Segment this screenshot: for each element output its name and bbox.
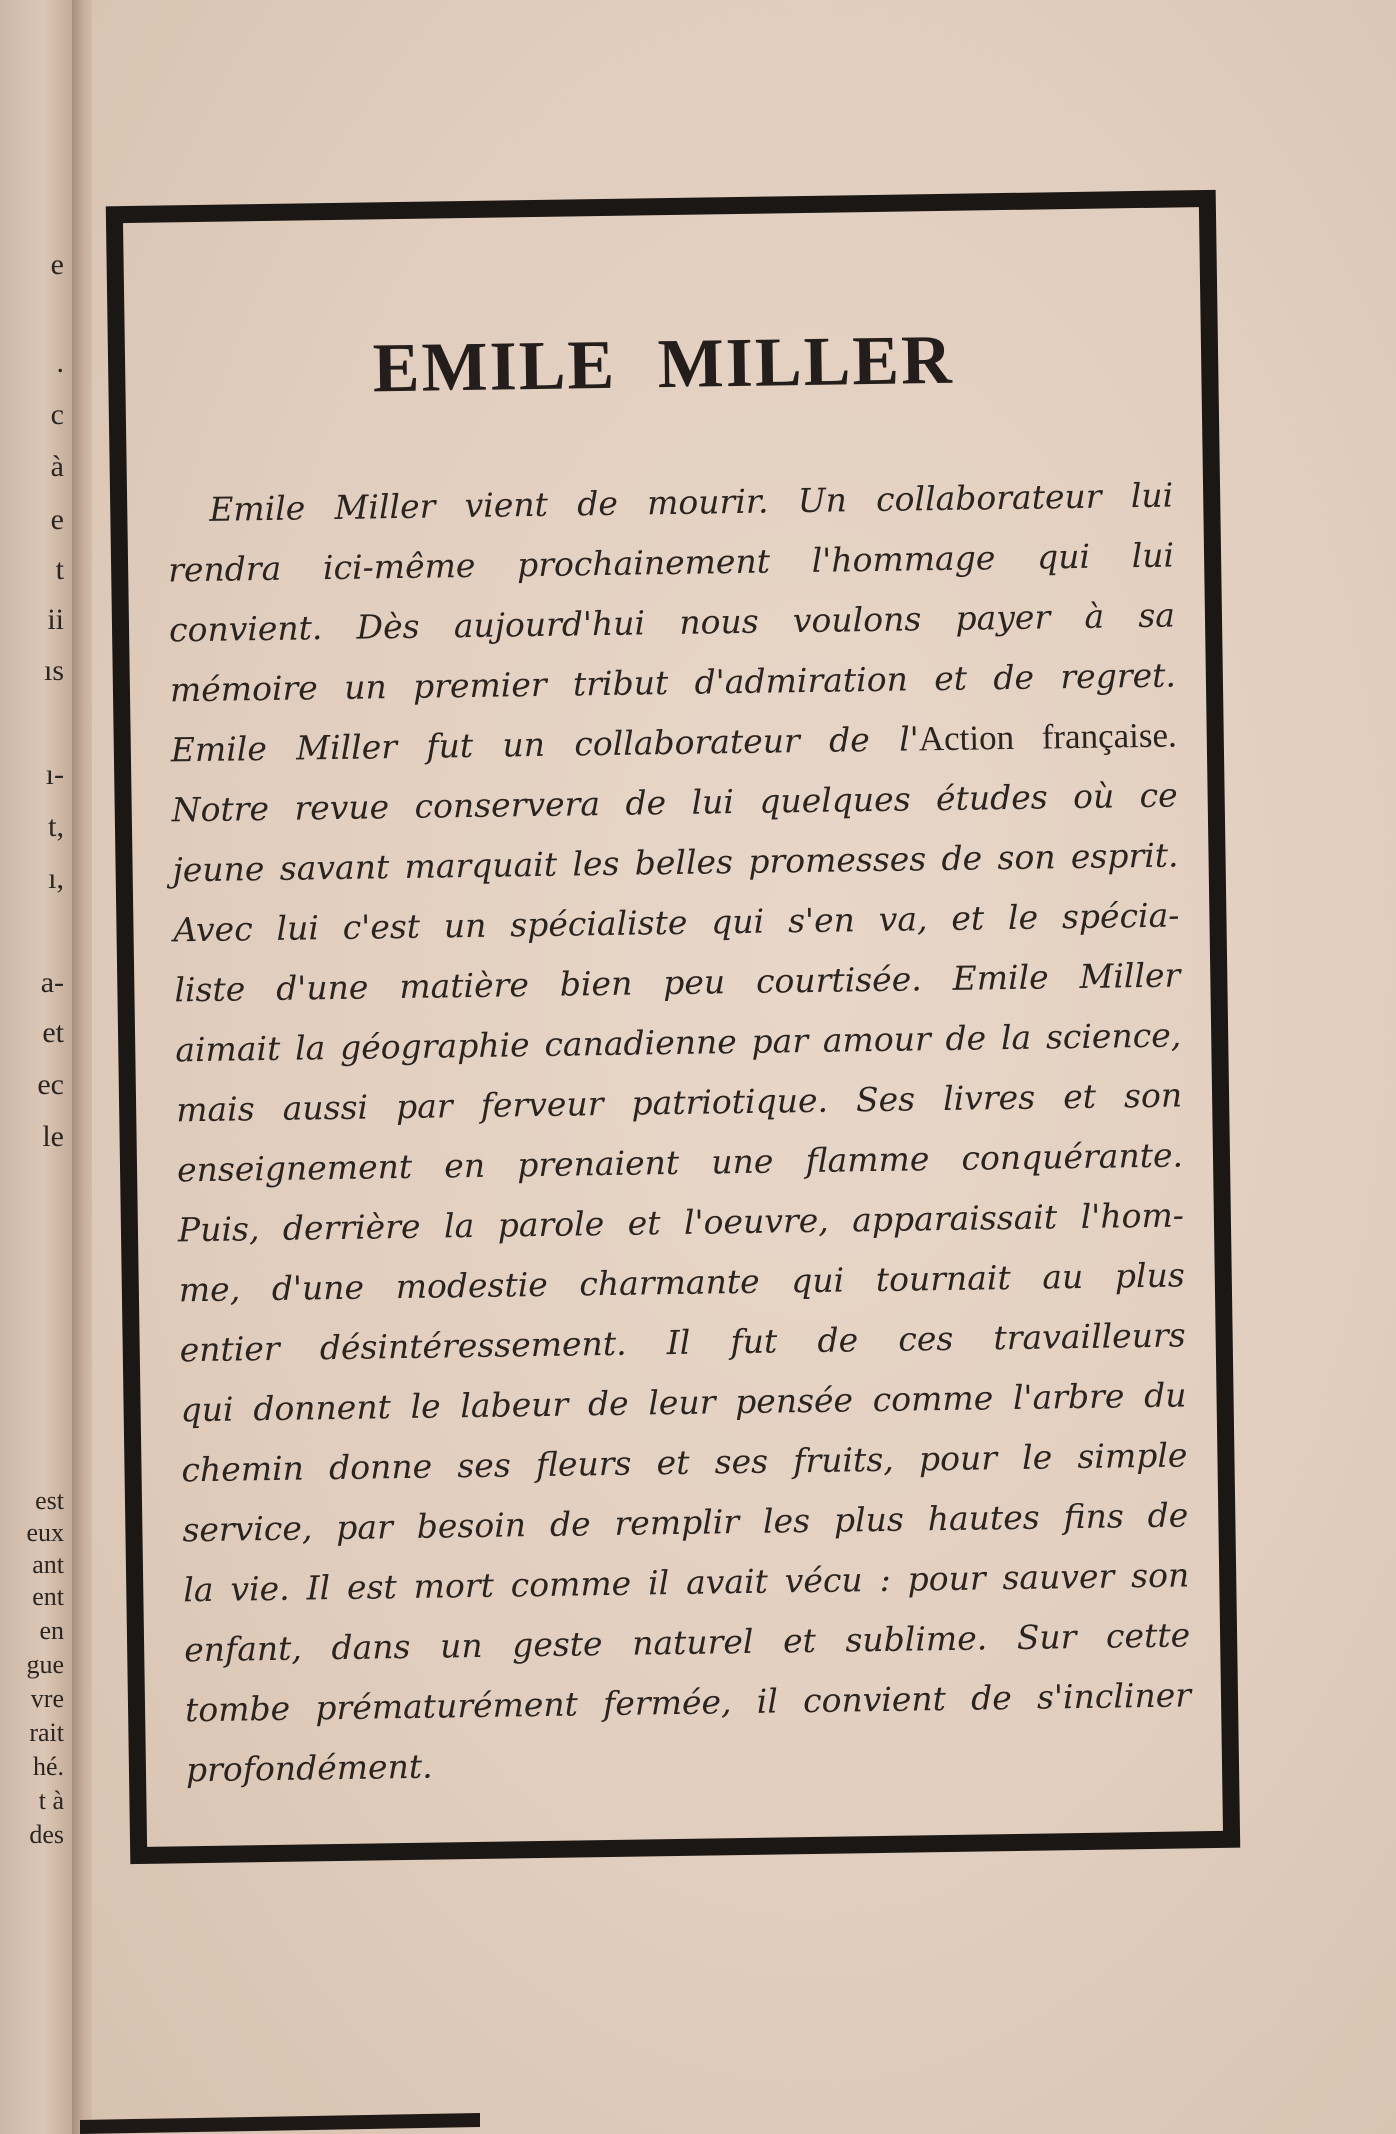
facing-page-fragment: le (42, 1120, 64, 1153)
text-line: mémoire un premier tribut d'admiration et de regret. (169, 655, 1177, 710)
text-line: qui donnent le labeur de leur pensée comme l'arbre du (180, 1375, 1187, 1430)
text-line: rendra ici-même prochainement l'hommage qui lui (167, 535, 1175, 590)
text-line: jeune savant marquait les belles promesses de son esprit. (172, 835, 1179, 890)
facing-page-fragment: gue (26, 1650, 64, 1679)
text-line: Emile Miller vient de mourir. Un collaborateur lui (208, 475, 1174, 529)
text-line: aimait la géographie canadienne par amour de la science, (174, 1015, 1182, 1070)
facing-page-fragment: des (29, 1820, 64, 1849)
facing-page-fragment: ıs (43, 654, 64, 687)
facing-page-fragment: et (42, 1016, 64, 1049)
text-line: profondément. (185, 1746, 433, 1790)
facing-page-fragment: vre (30, 1684, 64, 1713)
facing-page-fragment: t à (38, 1786, 64, 1815)
text-line: convient. Dès aujourd'hui nous voulons payer à sa (168, 595, 1176, 650)
facing-page-fragment: eux (26, 1518, 64, 1547)
text-line: me, d'une modestie charmante qui tournait au plus (178, 1255, 1186, 1310)
facing-page-fragment: ii (47, 603, 64, 636)
facing-page-edge (0, 0, 72, 2134)
text-line-part: Emile Miller fut un collaborateur de l' (170, 719, 920, 770)
facing-page-fragment: t, (48, 810, 64, 843)
facing-page-fragment: à (50, 450, 64, 483)
text-line: chemin donne ses fleurs et ses fruits, pour le simple (181, 1435, 1188, 1490)
facing-page-fragment: t (55, 553, 64, 586)
memorial-title: EMILE MILLER (372, 321, 955, 408)
text-line: mais aussi par ferveur patriotique. Ses livres et son (175, 1075, 1183, 1130)
facing-page-fragment: ı- (45, 758, 64, 791)
journal-name: Action française. (918, 715, 1178, 759)
facing-page-fragment: ı, (48, 862, 64, 895)
facing-page-fragment: a- (40, 966, 64, 999)
facing-page-fragment: e (50, 248, 64, 281)
facing-page-fragment: ant (32, 1550, 64, 1579)
text-line: Notre revue conservera de lui quelques études où ce (171, 775, 1178, 830)
facing-page-fragment: ec (37, 1068, 64, 1101)
text-line: enfant, dans un geste naturel et sublime. Sur cette (183, 1615, 1191, 1670)
facing-page-fragment: hé. (32, 1752, 64, 1781)
facing-page-fragment: e (50, 503, 64, 536)
text-line: liste d'une matière bien peu courtisée. Emile Miller (174, 955, 1181, 1010)
text-line: Avec lui c'est un spécialiste qui s'en va, et le spécia- (173, 895, 1180, 950)
facing-page-fragment: c (50, 398, 64, 431)
facing-page-fragment: rait (29, 1718, 64, 1747)
facing-page-fragment: ent (32, 1582, 64, 1611)
memorial-text (167, 466, 1192, 1801)
text-line: enseignement en prenaient une flamme conquérante. (176, 1135, 1184, 1190)
facing-page-fragment: en (39, 1616, 64, 1645)
text-line: tombe prématurément fermée, il convient de s'incliner (184, 1675, 1192, 1730)
text-line: la vie. Il est mort comme il avait vécu : pour sauver son (183, 1555, 1190, 1610)
facing-page-fragment: . (56, 346, 64, 379)
text-line: Puis, derrière la parole et l'oeuvre, apparaissait l'hom- (177, 1195, 1185, 1250)
text-line: entier désintéressement. Il fut de ces travailleurs (179, 1315, 1186, 1370)
facing-page-fragment: est (35, 1486, 64, 1515)
text-line: service, par besoin de remplir les plus hautes fins de (182, 1495, 1189, 1550)
memorial-notice-box (106, 190, 1240, 1864)
